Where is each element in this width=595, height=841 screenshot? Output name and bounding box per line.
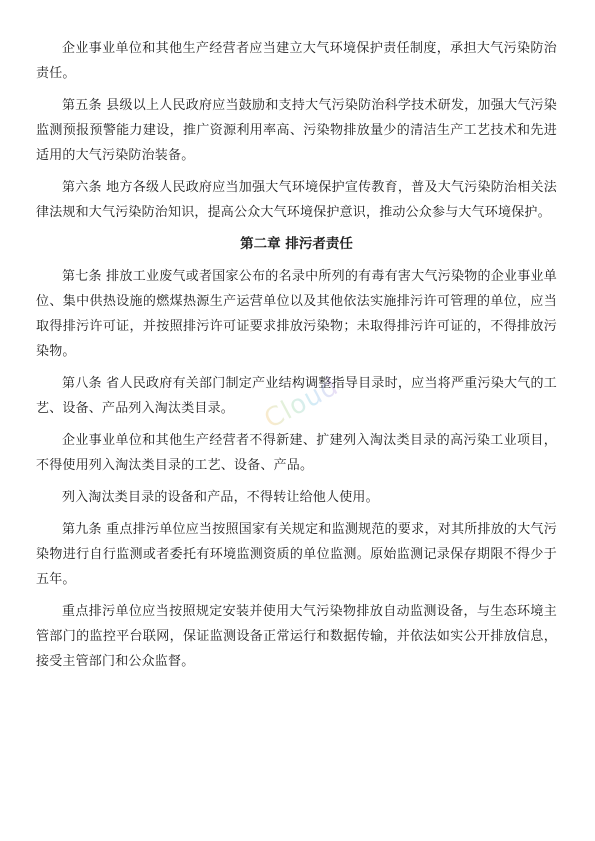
paragraph-article-5: 第五条 县级以上人民政府应当鼓励和支持大气污染防治科学技术研发，加强大气污染监测预报预警能力建设，推广资源利用率高、污染物排放量少的清洁生产工艺技术和先进适用的大气污染防治装备。 [36,98,557,163]
paragraph-auto-monitoring: 重点排污单位应当按照规定安装并使用大气污染物排放自动监测设备，与生态环境主管部门的监控平台联网，保证监测设备正常运行和数据传输，并依法如实公开排放信息，接受主管部门和公众监督。 [36,604,557,669]
paragraph-article-9: 第九条 重点排污单位应当按照国家有关规定和监测规范的要求，对其所排放的大气污染物进行自行监测或者委托有环境监测资质的单位监测。原始监测记录保存期限不得少于五年。 [36,522,557,587]
paragraph-article-8: 第八条 省人民政府有关部门制定产业结构调整指导目录时，应当将严重污染大气的工艺、设备、产品列入淘汰类目录。 [36,376,557,416]
paragraph-responsibility: 企业事业单位和其他生产经营者应当建立大气环境保护责任制度，承担大气污染防治责任。 [36,41,557,81]
paragraph-no-transfer: 列入淘汰类目录的设备和产品，不得转让给他人使用。 [62,490,379,505]
paragraph-no-new-projects: 企业事业单位和其他生产经营者不得新建、扩建列入淘汰类目录的高污染工业项目，不得使用列入淘汰类目录的工艺、设备、产品。 [36,433,557,473]
cloud-watermark: Cloud [259,371,344,435]
chapter-title: 第二章 排污者责任 [240,236,353,252]
paragraph-article-6: 第六条 地方各级人民政府应当加强大气环境保护宣传教育，普及大气污染防治相关法律法规和大气污染防治知识，提高公众大气环境保护意识，推动公众参与大气环境保护。 [36,180,557,220]
paragraph-article-7: 第七条 排放工业废气或者国家公布的名录中所列的有毒有害大气污染物的企业事业单位、集中供热设施的燃煤热源生产运营单位以及其他依法实施排污许可管理的单位，应当取得排污许可证，并按照排污许可证要求排放污染物；未取得排污许可证的，不得排放污染物。 [36,269,557,359]
